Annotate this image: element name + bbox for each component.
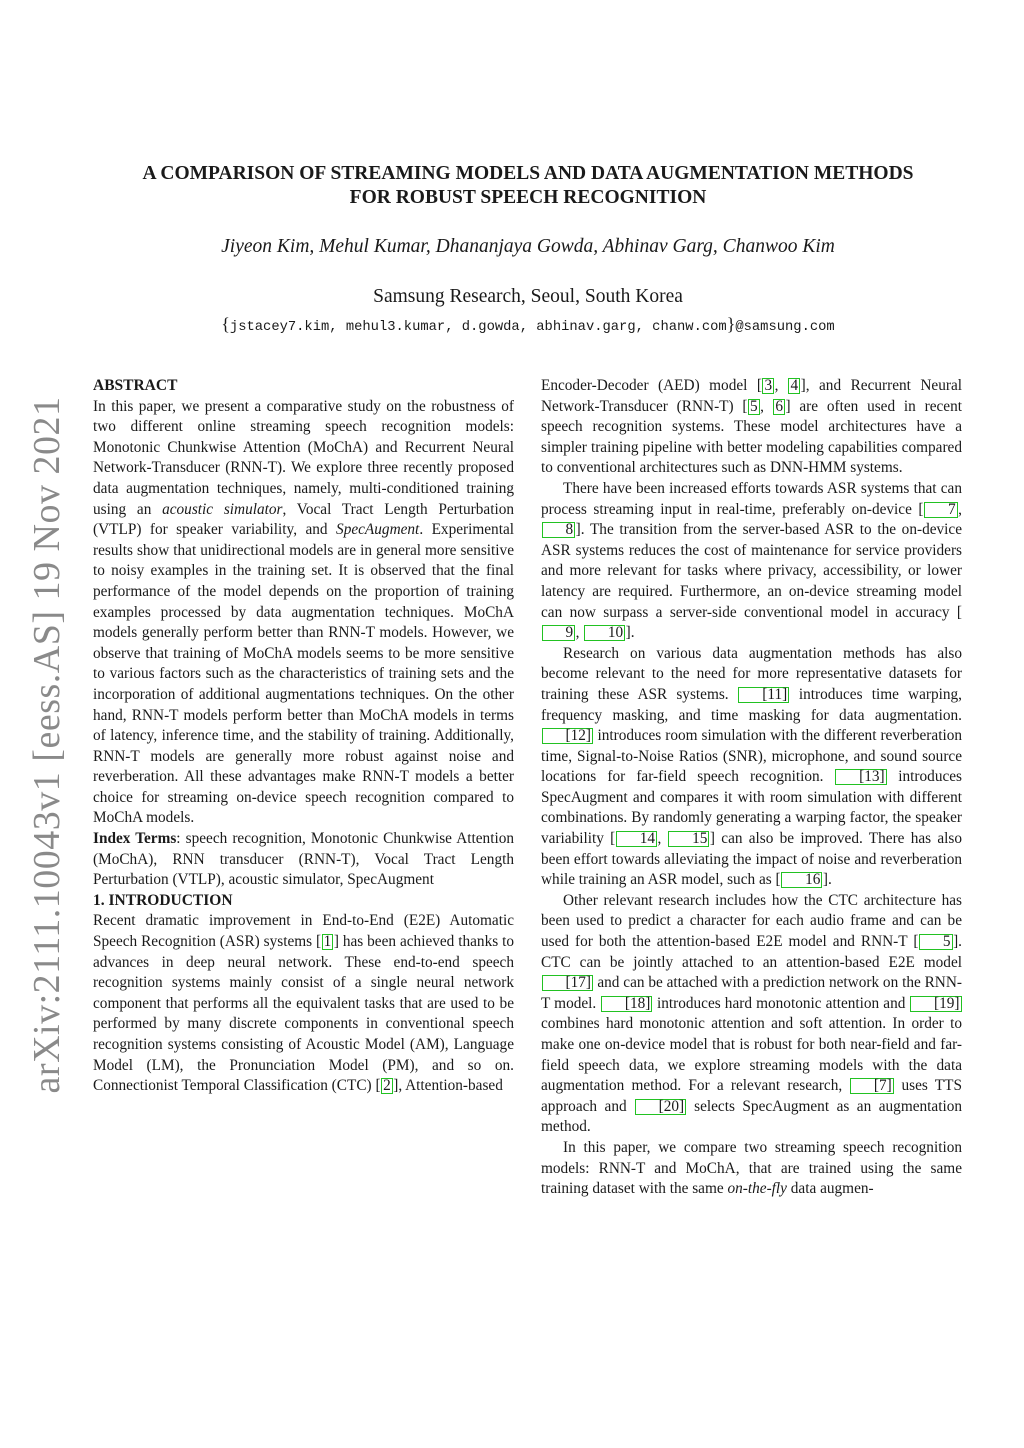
citation-link[interactable]: 7 [924,502,958,518]
citation-link[interactable]: [12] [542,728,594,744]
citation-link[interactable]: 1 [323,933,332,951]
citation-link[interactable]: [20] [635,1099,687,1115]
index-terms-label: Index Terms [93,830,177,848]
body-text-part: , [760,397,773,415]
abstract-text-part: , Vocal Tract Length Perturbation (VTLP) for speaker variability, and [93,500,514,539]
citation-link[interactable]: 6 [775,397,783,415]
body-text-part: and can be attached with a prediction network on the RNN-T model. [541,974,962,1012]
body-text-part: There have been increased efforts towards ASR systems that can process streaming input in real-time, preferably on-device [ [541,479,962,518]
body-text-part: , [958,500,962,518]
left-column [93,376,514,1097]
citation-link[interactable]: [13] [835,769,887,785]
email-domain: @samsung.com [735,320,835,335]
abstract-emphasis: acoustic simulator [162,500,283,518]
abstract-text-part: . Experimental results show that unidirectional models are in general more sensitive to noisy examples in the training set. It is observed that the final performance of the model depends on the proportion of training examples processed by data augmentation techniques. MoChA models generally perform better than RNN-T models. However, we observe that training of MoChA models seems to be more sensitive to various factors such as the characteristics of training sets and the incorporation of additional augmentations techniques. On the other hand, RNN-T models perform better than MoChA models in terms of latency, inference time, and the stability of training. Additionally, RNN-T models are generally more robust against noise and reverberation. All these advantages make RNN-T models a better choice for streaming on-device speech recognition compared to MoChA models. [93,521,514,827]
body-text-part: data augmen- [786,1180,874,1198]
index-terms [93,829,514,891]
title-line-1: A COMPARISON OF STREAMING MODELS AND DATA AUGMENTATION METHODS [142,163,914,184]
abstract-text-part: In this paper, we present a comparative study on the robustness of two different online streaming speech recognition models: Monotonic Chunkwise Attention (MoChA) and Recurrent Neural Network-Transducer (RNN-T). We explore three recently proposed data augmentation techniques, namely, multi-conditioned training using an [93,397,514,518]
body-text-part: ] are often used in recent speech recognition systems. These model architectures have a simpler training pipeline with better modeling capabilities compared to conventional architectures such as DNN-HMM systems. [541,397,962,477]
citation-link[interactable]: 3 [764,377,773,394]
intro-text-part: , Attention-based [398,1077,503,1095]
intro-paragraph-2 [541,376,962,479]
citation-link[interactable]: [19] [910,996,962,1012]
body-text-part: In this paper, we compare two streaming speech recognition models: RNN-T and MoChA, that are trained using the same training dataset with the same [541,1138,962,1198]
body-text-part: ] can also be improved. There has also been effort towards alleviating the impact of noise and reverberation while training an ASR model, such as [ [541,830,963,889]
citation-link[interactable]: [18] [601,996,653,1012]
citation-link[interactable]: [7] [850,1078,894,1094]
index-terms-list: : speech recognition, Monotonic Chunkwise Attention (MoChA), RNN transducer (RNN-T), Vocal Tract Length Perturbation (VTLP), acoustic simulator, SpecAugment [93,830,514,889]
email-usernames: jstacey7.kim, mehul3.kumar, d.gowda, abhinav.garg, chanw.com [229,320,727,335]
citation-link[interactable]: 5 [919,934,953,950]
body-text-part: combines hard monotonic attention and soft attention. In order to make one on-device model that is robust for both near-field and far-field speech data, we explore streaming models with the data augmentation method. For a relevant research, [541,1015,962,1095]
body-text-part: ]. CTC can be jointly attached to an attention-based E2E model [541,933,962,971]
paper-title [110,162,946,210]
body-text-part: ]. The transition from the server-based ASR to the on-device ASR systems reduces the cost of maintenance for service providers and more relevant for tasks where privacy, accessibility, or lower latency are required. Furthermore, an on-device streaming model can now surpass a server-side conventional model in accuracy [ [541,521,962,621]
body-text-part: uses TTS approach and [541,1077,962,1115]
intro-paragraph-5 [541,891,962,1138]
body-text-part: introduces time warping, frequency masking, and time masking for data augmentation. [541,685,962,724]
email-brace-close: } [726,314,736,334]
body-text-part: ], and Recurrent Neural Network-Transducer (RNN-T) [ [541,377,962,415]
citation-link[interactable]: 8 [542,522,576,538]
body-text-part: ]. [822,871,832,889]
intro-paragraph-4 [541,644,962,891]
abstract-text [93,397,514,829]
email-list [110,314,946,335]
intro-paragraph-6 [541,1138,962,1200]
arxiv-identifier: arXiv:2111.10043v1 [eess.AS] 19 Nov 2021 [26,396,68,1094]
affiliation: Samsung Research, Seoul, South Korea [373,286,683,307]
citation-link[interactable]: 4 [790,377,799,394]
citation-link[interactable]: 5 [750,397,758,415]
body-text-part: introduces hard monotonic attention and [652,994,910,1012]
intro-paragraph-3 [541,479,962,644]
abstract-emphasis: SpecAugment [336,521,420,539]
body-text-part: introduces room simulation with the different reverberation time, Signal-to-Noise Ratios (SNR), microphone, and sound source locations for far-field speech recognition. [541,727,962,786]
title-line-2: FOR ROBUST SPEECH RECOGNITION [349,187,707,208]
body-text-part: Research on various data augmentation methods has also become relevant to the need for more representative datasets for training these ASR systems. [541,644,962,703]
introduction-heading: 1. INTRODUCTION [93,891,233,909]
citation-link[interactable]: 9 [542,625,576,641]
citation-link[interactable]: 16 [781,872,822,888]
citation-link[interactable]: 10 [584,625,625,641]
citation-link[interactable]: 14 [616,831,657,847]
intro-paragraph-1: Recent dramatic improvement in End-to-End (E2E) Automatic Speech Recognition (ASR) systems [ 1 ] has been achieved thanks to advances in deep neural network. These end-to-end speech recognition systems mainly consist of a single neural network component that performs all the equivalent tasks that are used to be performed by many discrete components in conventional speech recognition systems consisting of Acoustic Model (AM), Language Model (LM), the Pronunciation Model (PM), and so on. Connectionist Temporal Classification (CTC) [ 2 ], Attention-based [93,912,515,1095]
body-text-part: introduces SpecAugment and compares it with room simulation with different combinations. By randomly generating a warping factor, the speaker variability [ [541,768,962,848]
right-column [541,376,962,1200]
body-text-part: , [774,377,788,394]
body-text-part: Encoder-Decoder (AED) model [ [541,377,762,394]
body-text-part: , [657,830,668,848]
author-list: Jiyeon Kim, Mehul Kumar, Dhananjaya Gowda, Abhinav Garg, Chanwoo Kim [221,236,835,257]
body-text-part: selects SpecAugment as an augmentation method. [541,1097,962,1136]
citation-link[interactable]: 15 [668,831,709,847]
intro-text-part: Recent dramatic improvement in End-to-End (E2E) Automatic Speech Recognition (ASR) systems [93,912,514,951]
body-text-part: Other relevant research includes how the CTC architecture has been used to predict a character for each audio frame and can be used for both the attention-based E2E model and RNN-T [ [541,891,962,951]
body-emphasis: on-the-fly [727,1180,787,1198]
abstract-heading: ABSTRACT [93,377,178,394]
email-brace-open: { [221,314,230,334]
citation-link[interactable]: [11] [738,687,789,703]
citation-link[interactable]: 2 [383,1077,391,1095]
body-text-part: , [575,624,584,642]
intro-text-part: has been achieved thanks to advances in deep neural network. These end-to-end speech recognition systems mainly consist of a single neural network component that performs all the equivalent tasks that are used to be performed by many discrete components in conventional speech recognition systems consisting of Acoustic Model (AM), Language Model (LM), the Pronunciation Model (PM), and so on. Connectionist Temporal Classification (CTC) [93,933,515,1095]
body-text-part: ]. [625,624,635,642]
citation-link[interactable]: [17] [542,975,594,991]
